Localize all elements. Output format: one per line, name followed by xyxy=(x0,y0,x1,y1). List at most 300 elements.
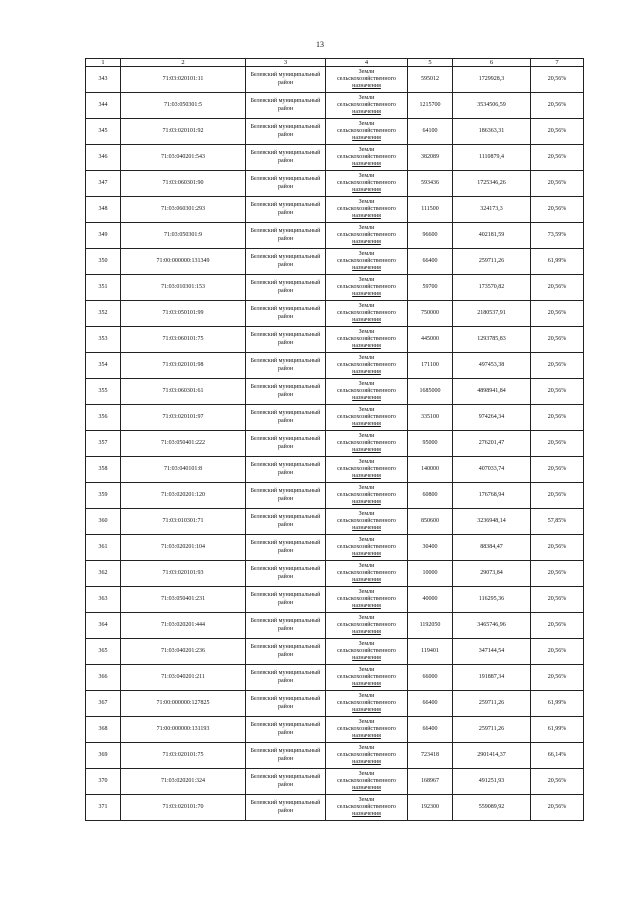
land-category-line: сельскохозяйственного xyxy=(337,75,396,82)
cadastral-value-cell: 491251,93 xyxy=(453,769,531,795)
rate-cell: 20,56% xyxy=(531,301,584,327)
district-cell: Белевский муниципальный район xyxy=(246,639,326,665)
rate-cell: 20,56% xyxy=(531,535,584,561)
row-number-cell: 370 xyxy=(86,769,121,795)
district-cell: Белевский муниципальный район xyxy=(246,145,326,171)
land-category-line: назначения xyxy=(352,213,381,220)
land-category-cell xyxy=(326,795,408,821)
area-cell: 382089 xyxy=(408,145,453,171)
rate-cell: 73,59% xyxy=(531,223,584,249)
land-category-line: сельскохозяйственного xyxy=(337,777,396,784)
land-category-cell xyxy=(326,119,408,145)
land-register-table xyxy=(85,58,584,821)
table-row xyxy=(86,301,584,327)
land-category-cell xyxy=(326,613,408,639)
land-category-cell xyxy=(326,535,408,561)
cadastral-value-cell: 259711,26 xyxy=(453,691,531,717)
land-category-cell xyxy=(326,145,408,171)
table-row xyxy=(86,275,584,301)
land-category-line: сельскохозяйственного xyxy=(337,127,396,134)
cadastral-value-cell: 176768,94 xyxy=(453,483,531,509)
land-category-line: сельскохозяйственного xyxy=(337,439,396,446)
land-category-cell xyxy=(326,249,408,275)
land-category-line: назначения xyxy=(352,603,381,610)
area-cell: 171100 xyxy=(408,353,453,379)
cadastral-value-cell: 347144,54 xyxy=(453,639,531,665)
district-cell: Белевский муниципальный район xyxy=(246,509,326,535)
land-category-cell xyxy=(326,197,408,223)
land-category-line: назначения xyxy=(352,109,381,116)
area-cell: 40000 xyxy=(408,587,453,613)
district-cell: Белевский муниципальный район xyxy=(246,249,326,275)
rate-cell: 20,56% xyxy=(531,145,584,171)
land-category-cell xyxy=(326,717,408,743)
district-cell: Белевский муниципальный район xyxy=(246,353,326,379)
cadastral-value-cell: 559089,92 xyxy=(453,795,531,821)
table-row xyxy=(86,327,584,353)
land-category-cell xyxy=(326,639,408,665)
land-category-cell xyxy=(326,93,408,119)
land-category-line: назначения xyxy=(352,733,381,740)
land-category-line: сельскохозяйственного xyxy=(337,231,396,238)
land-category-cell xyxy=(326,223,408,249)
district-cell: Белевский муниципальный район xyxy=(246,717,326,743)
district-cell: Белевский муниципальный район xyxy=(246,119,326,145)
rate-cell: 61,99% xyxy=(531,249,584,275)
land-category-line: сельскохозяйственного xyxy=(337,725,396,732)
rate-cell: 20,56% xyxy=(531,483,584,509)
land-category-cell xyxy=(326,301,408,327)
land-category-line: Земли xyxy=(358,432,375,439)
area-cell: 59700 xyxy=(408,275,453,301)
land-category-cell xyxy=(326,665,408,691)
rate-cell: 20,56% xyxy=(531,353,584,379)
land-category-line: Земли xyxy=(358,146,375,153)
row-number-cell: 351 xyxy=(86,275,121,301)
rate-cell: 20,56% xyxy=(531,561,584,587)
land-category-line: сельскохозяйственного xyxy=(337,387,396,394)
land-category-line: сельскохозяйственного xyxy=(337,465,396,472)
land-category-cell xyxy=(326,353,408,379)
land-category-line: назначения xyxy=(352,317,381,324)
land-category-line: назначения xyxy=(352,577,381,584)
land-category-line: Земли xyxy=(358,666,375,673)
cadastral-number-cell: 71:03:020101:75 xyxy=(121,743,246,769)
area-cell: 96600 xyxy=(408,223,453,249)
table-row xyxy=(86,769,584,795)
land-category-cell xyxy=(326,769,408,795)
rate-cell: 20,56% xyxy=(531,275,584,301)
land-category-line: назначения xyxy=(352,759,381,766)
row-number-cell: 368 xyxy=(86,717,121,743)
district-cell: Белевский муниципальный район xyxy=(246,665,326,691)
area-cell: 850600 xyxy=(408,509,453,535)
column-number-header: 3 xyxy=(246,59,326,67)
cadastral-value-cell: 116295,36 xyxy=(453,587,531,613)
land-category-line: Земли xyxy=(358,380,375,387)
land-category-line: назначения xyxy=(352,681,381,688)
cadastral-number-cell: 71:03:050301:5 xyxy=(121,93,246,119)
cadastral-value-cell: 402181,59 xyxy=(453,223,531,249)
land-category-line: сельскохозяйственного xyxy=(337,309,396,316)
land-category-line: Земли xyxy=(358,536,375,543)
district-cell: Белевский муниципальный район xyxy=(246,431,326,457)
table-row xyxy=(86,93,584,119)
area-cell: 60800 xyxy=(408,483,453,509)
land-category-line: Земли xyxy=(358,302,375,309)
land-category-line: сельскохозяйственного xyxy=(337,361,396,368)
cadastral-number-cell: 71:03:060301:90 xyxy=(121,171,246,197)
table-row xyxy=(86,691,584,717)
land-category-line: Земли xyxy=(358,328,375,335)
cadastral-number-cell: 71:00:000000:131349 xyxy=(121,249,246,275)
cadastral-value-cell: 2180537,91 xyxy=(453,301,531,327)
land-category-cell xyxy=(326,691,408,717)
table-row xyxy=(86,119,584,145)
table-row xyxy=(86,145,584,171)
rate-cell: 57,85% xyxy=(531,509,584,535)
rate-cell: 61,99% xyxy=(531,691,584,717)
land-category-line: Земли xyxy=(358,458,375,465)
row-number-cell: 347 xyxy=(86,171,121,197)
land-category-line: назначения xyxy=(352,499,381,506)
land-category-line: Земли xyxy=(358,198,375,205)
land-category-line: сельскохозяйственного xyxy=(337,491,396,498)
rate-cell: 20,56% xyxy=(531,67,584,93)
land-category-line: назначения xyxy=(352,525,381,532)
cadastral-number-cell: 71:03:040201:211 xyxy=(121,665,246,691)
rate-cell: 20,56% xyxy=(531,613,584,639)
area-cell: 119401 xyxy=(408,639,453,665)
rate-cell: 20,56% xyxy=(531,171,584,197)
cadastral-value-cell: 1293785,83 xyxy=(453,327,531,353)
area-cell: 1685000 xyxy=(408,379,453,405)
land-category-line: сельскохозяйственного xyxy=(337,751,396,758)
land-category-line: назначения xyxy=(352,421,381,428)
land-category-line: сельскохозяйственного xyxy=(337,595,396,602)
land-category-cell xyxy=(326,405,408,431)
cadastral-value-cell: 3534506,59 xyxy=(453,93,531,119)
rate-cell: 20,56% xyxy=(531,405,584,431)
row-number-cell: 345 xyxy=(86,119,121,145)
rate-cell: 20,56% xyxy=(531,457,584,483)
area-cell: 66400 xyxy=(408,691,453,717)
table-row xyxy=(86,743,584,769)
row-number-cell: 355 xyxy=(86,379,121,405)
land-category-cell xyxy=(326,587,408,613)
table-row xyxy=(86,223,584,249)
land-category-line: Земли xyxy=(358,770,375,777)
row-number-cell: 356 xyxy=(86,405,121,431)
area-cell: 95000 xyxy=(408,431,453,457)
table-row xyxy=(86,67,584,93)
land-category-line: сельскохозяйственного xyxy=(337,257,396,264)
cadastral-value-cell: 186363,31 xyxy=(453,119,531,145)
land-category-line: сельскохозяйственного xyxy=(337,205,396,212)
row-number-cell: 354 xyxy=(86,353,121,379)
cadastral-number-cell: 71:03:020101:97 xyxy=(121,405,246,431)
land-category-line: назначения xyxy=(352,83,381,90)
row-number-cell: 348 xyxy=(86,197,121,223)
table-row xyxy=(86,483,584,509)
area-cell: 723418 xyxy=(408,743,453,769)
row-number-cell: 362 xyxy=(86,561,121,587)
area-cell: 168967 xyxy=(408,769,453,795)
district-cell: Белевский муниципальный район xyxy=(246,223,326,249)
table-row xyxy=(86,717,584,743)
cadastral-number-cell: 71:03:040201:543 xyxy=(121,145,246,171)
land-category-line: Земли xyxy=(358,796,375,803)
land-category-line: назначения xyxy=(352,473,381,480)
land-category-line: Земли xyxy=(358,94,375,101)
land-category-cell xyxy=(326,275,408,301)
cadastral-number-cell: 71:03:020201:120 xyxy=(121,483,246,509)
land-category-line: назначения xyxy=(352,291,381,298)
rate-cell: 20,56% xyxy=(531,197,584,223)
district-cell: Белевский муниципальный район xyxy=(246,769,326,795)
land-category-line: Земли xyxy=(358,718,375,725)
row-number-cell: 369 xyxy=(86,743,121,769)
land-category-line: Земли xyxy=(358,120,375,127)
district-cell: Белевский муниципальный район xyxy=(246,405,326,431)
cadastral-value-cell: 1725346,26 xyxy=(453,171,531,197)
rate-cell: 66,14% xyxy=(531,743,584,769)
land-category-line: назначения xyxy=(352,629,381,636)
row-number-cell: 358 xyxy=(86,457,121,483)
row-number-cell: 365 xyxy=(86,639,121,665)
land-category-line: сельскохозяйственного xyxy=(337,413,396,420)
land-category-line: сельскохозяйственного xyxy=(337,803,396,810)
district-cell: Белевский муниципальный район xyxy=(246,795,326,821)
table-row xyxy=(86,353,584,379)
district-cell: Белевский муниципальный район xyxy=(246,275,326,301)
row-number-cell: 357 xyxy=(86,431,121,457)
land-category-line: Земли xyxy=(358,562,375,569)
land-category-line: сельскохозяйственного xyxy=(337,569,396,576)
table-row xyxy=(86,171,584,197)
land-category-line: сельскохозяйственного xyxy=(337,283,396,290)
row-number-cell: 353 xyxy=(86,327,121,353)
land-category-line: Земли xyxy=(358,588,375,595)
land-category-cell xyxy=(326,457,408,483)
row-number-cell: 367 xyxy=(86,691,121,717)
land-category-cell xyxy=(326,67,408,93)
land-category-line: сельскохозяйственного xyxy=(337,621,396,628)
land-category-cell xyxy=(326,743,408,769)
cadastral-value-cell: 276201,47 xyxy=(453,431,531,457)
district-cell: Белевский муниципальный район xyxy=(246,171,326,197)
land-category-line: Земли xyxy=(358,614,375,621)
land-category-line: Земли xyxy=(358,484,375,491)
column-number-header: 7 xyxy=(531,59,584,67)
row-number-cell: 349 xyxy=(86,223,121,249)
land-category-line: назначения xyxy=(352,161,381,168)
row-number-cell: 361 xyxy=(86,535,121,561)
district-cell: Белевский муниципальный район xyxy=(246,613,326,639)
area-cell: 1215700 xyxy=(408,93,453,119)
row-number-cell: 352 xyxy=(86,301,121,327)
table-row xyxy=(86,405,584,431)
district-cell: Белевский муниципальный район xyxy=(246,535,326,561)
land-category-line: назначения xyxy=(352,369,381,376)
cadastral-number-cell: 71:03:040201:236 xyxy=(121,639,246,665)
cadastral-value-cell: 2901414,37 xyxy=(453,743,531,769)
cadastral-number-cell: 71:03:020101:92 xyxy=(121,119,246,145)
table-row xyxy=(86,249,584,275)
cadastral-value-cell: 324173,3 xyxy=(453,197,531,223)
table-row xyxy=(86,587,584,613)
rate-cell: 20,56% xyxy=(531,665,584,691)
table-row xyxy=(86,197,584,223)
area-cell: 192300 xyxy=(408,795,453,821)
cadastral-value-cell: 1110879,4 xyxy=(453,145,531,171)
cadastral-value-cell: 4898941,84 xyxy=(453,379,531,405)
land-category-line: Земли xyxy=(358,172,375,179)
land-category-line: назначения xyxy=(352,785,381,792)
land-category-line: назначения xyxy=(352,187,381,194)
area-cell: 1192050 xyxy=(408,613,453,639)
land-category-line: сельскохозяйственного xyxy=(337,153,396,160)
row-number-cell: 371 xyxy=(86,795,121,821)
district-cell: Белевский муниципальный район xyxy=(246,743,326,769)
row-number-cell: 350 xyxy=(86,249,121,275)
rate-cell: 20,56% xyxy=(531,769,584,795)
land-category-cell xyxy=(326,327,408,353)
cadastral-number-cell: 71:03:020201:444 xyxy=(121,613,246,639)
table-row xyxy=(86,379,584,405)
land-category-line: Земли xyxy=(358,692,375,699)
land-category-line: назначения xyxy=(352,811,381,818)
cadastral-number-cell: 71:03:060301:293 xyxy=(121,197,246,223)
cadastral-value-cell: 29073,84 xyxy=(453,561,531,587)
cadastral-number-cell: 71:03:020101:70 xyxy=(121,795,246,821)
land-category-line: назначения xyxy=(352,135,381,142)
table-row xyxy=(86,665,584,691)
district-cell: Белевский муниципальный район xyxy=(246,197,326,223)
cadastral-number-cell: 71:00:000000:127825 xyxy=(121,691,246,717)
cadastral-value-cell: 974264,34 xyxy=(453,405,531,431)
cadastral-number-cell: 71:03:050401:231 xyxy=(121,587,246,613)
cadastral-number-cell: 71:03:050401:222 xyxy=(121,431,246,457)
district-cell: Белевский муниципальный район xyxy=(246,67,326,93)
rate-cell: 20,56% xyxy=(531,327,584,353)
rate-cell: 20,56% xyxy=(531,587,584,613)
rate-cell: 20,56% xyxy=(531,795,584,821)
table-row xyxy=(86,431,584,457)
cadastral-number-cell: 71:03:020101:11 xyxy=(121,67,246,93)
cadastral-value-cell: 259711,26 xyxy=(453,249,531,275)
land-category-line: назначения xyxy=(352,655,381,662)
table-row xyxy=(86,535,584,561)
rate-cell: 20,56% xyxy=(531,379,584,405)
cadastral-value-cell: 497453,38 xyxy=(453,353,531,379)
district-cell: Белевский муниципальный район xyxy=(246,301,326,327)
cadastral-number-cell: 71:00:000000:131193 xyxy=(121,717,246,743)
column-number-header: 5 xyxy=(408,59,453,67)
cadastral-value-cell: 191887,34 xyxy=(453,665,531,691)
area-cell: 445000 xyxy=(408,327,453,353)
cadastral-number-cell: 71:03:020201:104 xyxy=(121,535,246,561)
district-cell: Белевский муниципальный район xyxy=(246,587,326,613)
land-category-line: Земли xyxy=(358,510,375,517)
land-category-cell xyxy=(326,483,408,509)
land-category-line: назначения xyxy=(352,447,381,454)
cadastral-number-cell: 71:03:010301:153 xyxy=(121,275,246,301)
district-cell: Белевский муниципальный район xyxy=(246,327,326,353)
rate-cell: 20,56% xyxy=(531,431,584,457)
area-cell: 593436 xyxy=(408,171,453,197)
rate-cell: 20,56% xyxy=(531,639,584,665)
land-category-line: сельскохозяйственного xyxy=(337,335,396,342)
cadastral-value-cell: 88384,47 xyxy=(453,535,531,561)
area-cell: 66400 xyxy=(408,249,453,275)
cadastral-value-cell: 173570,82 xyxy=(453,275,531,301)
table-row xyxy=(86,613,584,639)
table-row xyxy=(86,509,584,535)
cadastral-number-cell: 71:03:020201:324 xyxy=(121,769,246,795)
land-category-line: Земли xyxy=(358,68,375,75)
cadastral-value-cell: 3236948,14 xyxy=(453,509,531,535)
land-category-line: сельскохозяйственного xyxy=(337,699,396,706)
row-number-cell: 363 xyxy=(86,587,121,613)
column-number-row xyxy=(86,59,584,67)
land-category-line: сельскохозяйственного xyxy=(337,179,396,186)
land-category-line: назначения xyxy=(352,395,381,402)
land-category-line: назначения xyxy=(352,343,381,350)
cadastral-value-cell: 407033,74 xyxy=(453,457,531,483)
table-body xyxy=(86,67,584,821)
page-number: 13 xyxy=(316,40,324,49)
district-cell: Белевский муниципальный район xyxy=(246,379,326,405)
land-category-cell xyxy=(326,171,408,197)
land-category-cell xyxy=(326,431,408,457)
land-category-line: сельскохозяйственного xyxy=(337,647,396,654)
cadastral-value-cell: 1729928,3 xyxy=(453,67,531,93)
table-row xyxy=(86,795,584,821)
cadastral-value-cell: 259711,26 xyxy=(453,717,531,743)
area-cell: 66000 xyxy=(408,665,453,691)
cadastral-number-cell: 71:03:020101:98 xyxy=(121,353,246,379)
land-category-line: Земли xyxy=(358,406,375,413)
table-row xyxy=(86,457,584,483)
rate-cell: 20,56% xyxy=(531,119,584,145)
cadastral-number-cell: 71:03:060301:61 xyxy=(121,379,246,405)
row-number-cell: 359 xyxy=(86,483,121,509)
land-category-line: назначения xyxy=(352,265,381,272)
rate-cell: 20,56% xyxy=(531,93,584,119)
land-category-line: Земли xyxy=(358,640,375,647)
cadastral-number-cell: 71:03:040101:8 xyxy=(121,457,246,483)
area-cell: 750000 xyxy=(408,301,453,327)
area-cell: 595012 xyxy=(408,67,453,93)
land-category-line: сельскохозяйственного xyxy=(337,673,396,680)
area-cell: 10000 xyxy=(408,561,453,587)
area-cell: 66400 xyxy=(408,717,453,743)
land-category-cell xyxy=(326,509,408,535)
land-category-cell xyxy=(326,561,408,587)
column-number-header: 1 xyxy=(86,59,121,67)
column-number-header: 4 xyxy=(326,59,408,67)
land-category-line: сельскохозяйственного xyxy=(337,543,396,550)
land-category-line: сельскохозяйственного xyxy=(337,517,396,524)
table-row xyxy=(86,561,584,587)
area-cell: 64100 xyxy=(408,119,453,145)
land-category-line: назначения xyxy=(352,707,381,714)
land-category-line: Земли xyxy=(358,224,375,231)
cadastral-number-cell: 71:03:050101:99 xyxy=(121,301,246,327)
district-cell: Белевский муниципальный район xyxy=(246,561,326,587)
cadastral-number-cell: 71:03:050301:9 xyxy=(121,223,246,249)
